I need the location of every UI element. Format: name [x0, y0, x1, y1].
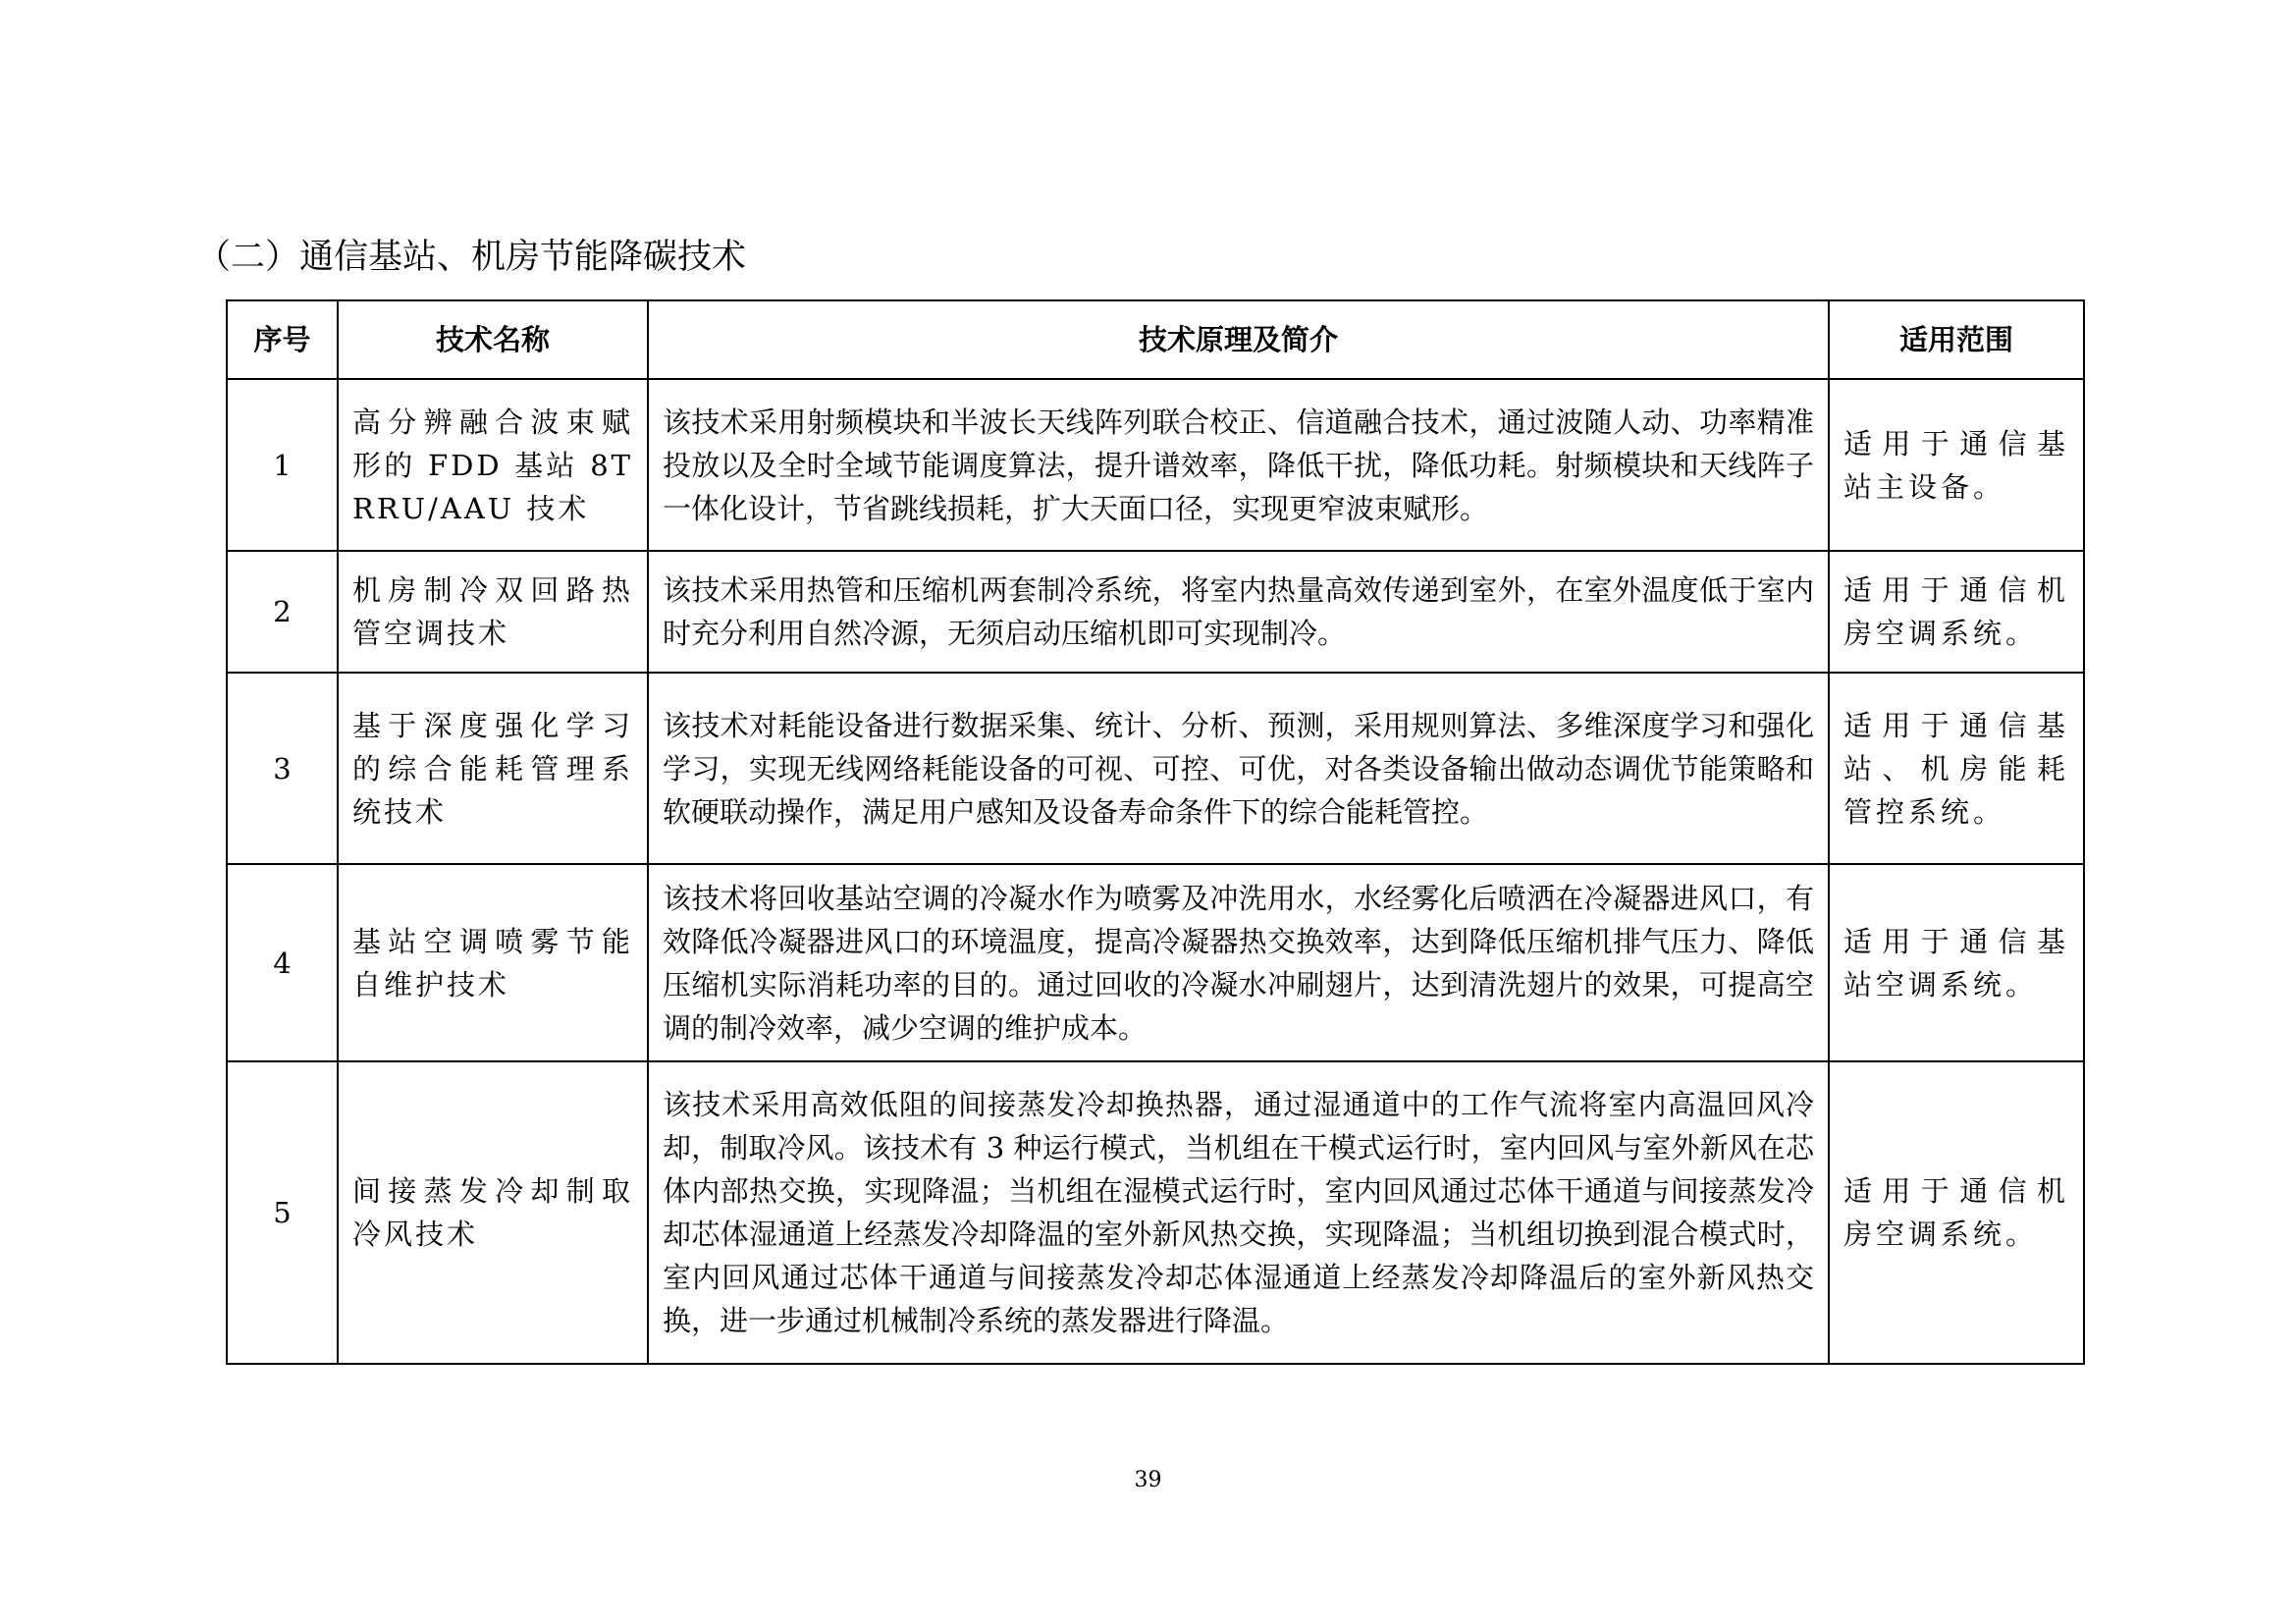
- technology-name: 基站空调喷雾节能自维护技术: [338, 864, 648, 1061]
- row-index: 2: [227, 551, 338, 673]
- technology-description: 该技术采用热管和压缩机两套制冷系统，将室内热量高效传递到室外，在室外温度低于室内时充分利用自然冷源，无须启动压缩机即可实现制冷。: [648, 551, 1829, 673]
- header-index: 序号: [227, 300, 338, 379]
- technology-description: 该技术采用高效低阻的间接蒸发冷却换热器，通过湿通道中的工作气流将室内高温回风冷却，制取冷风。该技术有 3 种运行模式，当机组在干模式运行时，室内回风与室外新风在芯体内部热交换，实现降温；当机组在湿模式运行时，室内回风通过芯体干通道与间接蒸发冷却芯体湿通道上经蒸发冷却降温的室外新风热交换，实现降温；当机组切换到混合模式时，室内回风通过芯体干通道与间接蒸发冷却芯体湿通道上经蒸发冷却降温后的室外新风热交换，进一步通过机械制冷系统的蒸发器进行降温。: [648, 1061, 1829, 1364]
- technology-table: [226, 299, 2085, 1365]
- table-row: [227, 864, 2084, 1061]
- technology-description: 该技术将回收基站空调的冷凝水作为喷雾及冲洗用水，水经雾化后喷洒在冷凝器进风口，有效降低冷凝器进风口的环境温度，提高冷凝器热交换效率，达到降低压缩机排气压力、降低压缩机实际消耗功率的目的。通过回收的冷凝水冲刷翅片，达到清洗翅片的效果，可提高空调的制冷效率，减少空调的维护成本。: [648, 864, 1829, 1061]
- technology-name: 高分辨融合波束赋形的 FDD 基站 8T RRU/AAU 技术: [338, 379, 648, 551]
- header-description: 技术原理及简介: [648, 300, 1829, 379]
- table-row: [227, 1061, 2084, 1364]
- row-index: 4: [227, 864, 338, 1061]
- row-index: 3: [227, 673, 338, 864]
- technology-name: 间接蒸发冷却制取冷风技术: [338, 1061, 648, 1364]
- section-title: （二）通信基站、机房节能降碳技术: [196, 238, 747, 277]
- technology-name: 基于深度强化学习的综合能耗管理系统技术: [338, 673, 648, 864]
- page-number: 39: [1134, 1468, 1162, 1492]
- technology-name: 机房制冷双回路热管空调技术: [338, 551, 648, 673]
- header-name: 技术名称: [338, 300, 648, 379]
- application-scope: 适用于通信机房空调系统。: [1829, 551, 2084, 673]
- row-index: 5: [227, 1061, 338, 1364]
- application-scope: 适用于通信基站、机房能耗管控系统。: [1829, 673, 2084, 864]
- technology-description: 该技术采用射频模块和半波长天线阵列联合校正、信道融合技术，通过波随人动、功率精准投放以及全时全域节能调度算法，提升谱效率，降低干扰，降低功耗。射频模块和天线阵子一体化设计，节省跳线损耗，扩大天面口径，实现更窄波束赋形。: [648, 379, 1829, 551]
- table-row: [227, 673, 2084, 864]
- table-row: [227, 379, 2084, 551]
- technology-description: 该技术对耗能设备进行数据采集、统计、分析、预测，采用规则算法、多维深度学习和强化学习，实现无线网络耗能设备的可视、可控、可优，对各类设备输出做动态调优节能策略和软硬联动操作，满足用户感知及设备寿命条件下的综合能耗管控。: [648, 673, 1829, 864]
- application-scope: 适用于通信机房空调系统。: [1829, 1061, 2084, 1364]
- row-index: 1: [227, 379, 338, 551]
- application-scope: 适用于通信基站主设备。: [1829, 379, 2084, 551]
- table-header-row: [227, 300, 2084, 379]
- header-scope: 适用范围: [1829, 300, 2084, 379]
- application-scope: 适用于通信基站空调系统。: [1829, 864, 2084, 1061]
- table-row: [227, 551, 2084, 673]
